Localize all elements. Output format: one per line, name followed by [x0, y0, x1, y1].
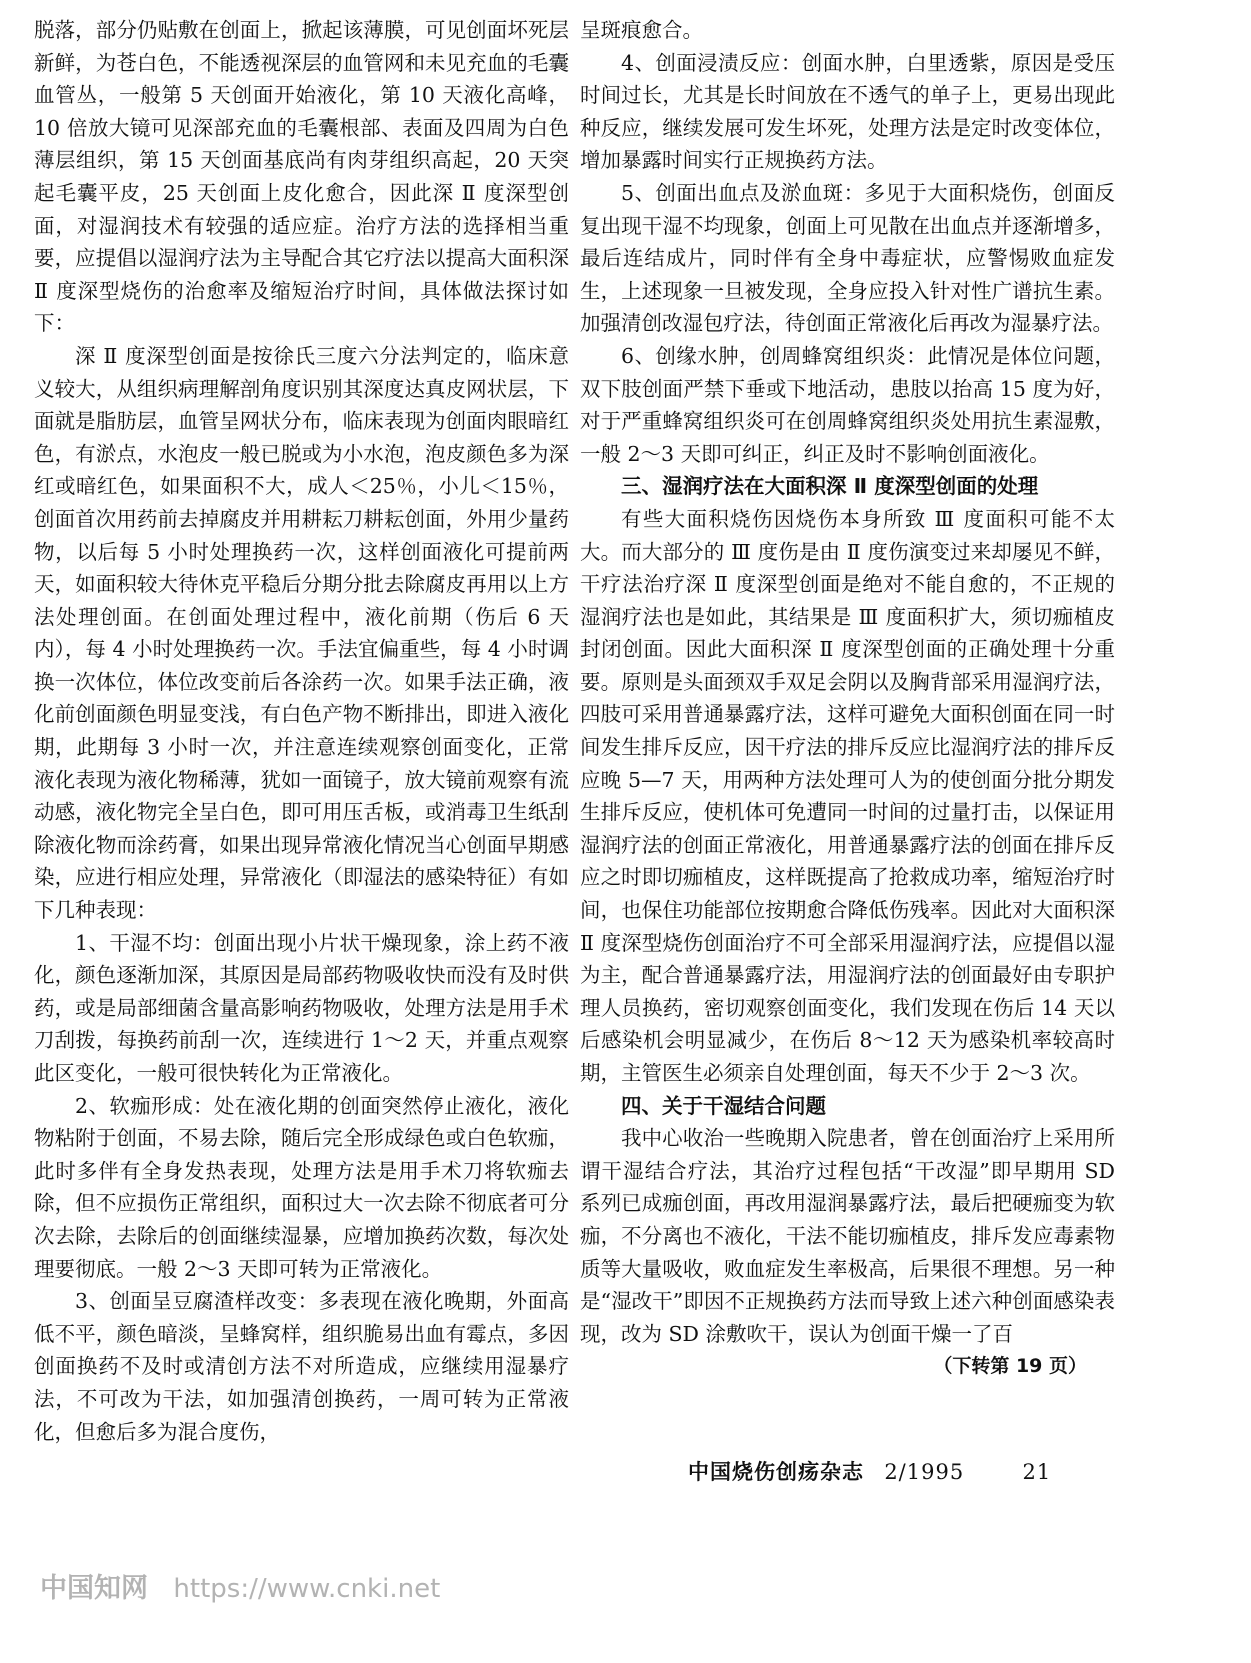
journal-name: 中国烧伤创疡杂志 — [688, 1459, 864, 1484]
paragraph: 5、创面出血点及淤血斑：多见于大面积烧伤，创面反复出现干湿不均现象，创面上可见散在出血点并逐渐增多，最后连结成片，同时伴有全身中毒症状，应警惕败血症发生，上述现象一旦被发现，全身应投入针对性广谱抗生素。加强清创改湿包疗法，待创面正常液化后再改为湿暴疗法。 — [580, 180, 1115, 336]
right-column — [580, 14, 1115, 1383]
paragraph: 有些大面积烧伤因烧伤本身所致 Ⅲ 度面积可能不太大。而大部分的 Ⅲ 度伤是由 Ⅱ 度伤演变过来却屡见不鲜，干疗法治疗深 Ⅱ 度深型创面是绝对不能自愈的，不正规的湿润疗法也是如此，其结果是 Ⅲ 度面积扩大，须切痂植皮封闭创面。因此大面积深 Ⅱ 度深型创面的正确处理十分重要。原则是头面颈双手双足会阴以及胸背部采用湿润疗法，四肢可采用普通暴露疗法，这样可避免大面积创面在同一时间发生排斥反应，因干疗法的排斥反应比湿润疗法的排斥反应晚 5—7 天，用两种方法处理可人为的使创面分批分期发生排斥反应，使机体可免遭同一时间的过量打击，以保证用湿润疗法的创面正常液化，用普通暴露疗法的创面在排斥反应之时即切痂植皮，这样既提高了抢救成功率，缩短治疗时间，也保住功能部位按期愈合降低伤残率。因此对大面积深 Ⅱ 度深型烧伤创面治疗不可全部采用湿润疗法，应提倡以湿为主，配合普通暴露疗法，用湿润疗法的创面最好由专职护理人员换药，密切观察创面变化，我们发现在伤后 14 天以后感染机会明显减少，在伤后 8～12 天为感染机率较高时期，主管医生必须亲自处理创面，每天不少于 2～3 次。 — [580, 506, 1115, 1085]
issue-number: 2/1995 — [884, 1460, 965, 1484]
paragraph: 深 Ⅱ 度深型创面是按徐氏三度六分法判定的，临床意义较大，从组织病理解剖角度识别其深度达真皮网状层，下面就是脂肪层，血管呈网状分布，临床表现为创面肉眼暗红色，有淤点，水泡皮一般已脱或为小水泡，泡皮颜色多为深红或暗红色，如果面积不大，成人＜25％，小儿＜15％，创面首次用药前去掉腐皮并用耕耘刀耕耘创面，外用少量药物，以后每 5 小时处理换药一次，这样创面液化可提前两天，如面积较大待休克平稳后分期分批去除腐皮再用以上方法处理创面。在创面处理过程中，液化前期（伤后 6 天内），每 4 小时处理换药一次。手法宜偏重些，每 4 小时调换一次体位，体位改变前后各涂药一次。如果手法正确，液化前创面颜色明显变浅，有白色产物不断排出，即进入液化期，此期每 3 小时一次，并注意连续观察创面变化，正常液化表现为液化物稀薄，犹如一面镜子，放大镜前观察有流动感，液化物完全呈白色，即可用压舌板，或消毒卫生纸刮除液化物而涂药膏，如果出现异常液化情况当心创面早期感染，应进行相应处理，异常液化（即湿法的感染特征）有如下几种表现： — [34, 343, 569, 923]
paragraph: 呈斑痕愈合。 — [580, 18, 703, 42]
page-number: 21 — [1022, 1460, 1052, 1484]
left-column — [34, 14, 569, 1448]
paragraph: 2、软痂形成：处在液化期的创面突然停止液化，液化物粘附于创面，不易去除，随后完全形成绿色或白色软痂，此时多伴有全身发热表现，处理方法是用手术刀将软痂去除，但不应损伤正常组织，面积过大一次去除不彻底者可分次去除，去除后的创面继续湿暴，应增加换药次数，每次处理要彻底。一般 2～3 天即可转为正常液化。 — [34, 1093, 569, 1281]
paragraph: 6、创缘水肿，创周蜂窝组织炎：此情况是体位问题，双下肢创面严禁下垂或下地活动，患肢以抬高 15 度为好，对于严重蜂窝组织炎可在创周蜂窝组织炎处用抗生素湿敷，一般 2～3 天即可纠正，纠正及时不影响创面液化。 — [580, 343, 1115, 466]
continued-note: （下转第 19 页） — [933, 1355, 1087, 1378]
page-footer — [688, 1456, 1051, 1486]
paragraph: 1、干湿不均：创面出现小片状干燥现象，涂上药不液化，颜色逐渐加深，其原因是局部药物吸收快而没有及时供药，或是局部细菌含量高影响药物吸收，处理方法是用手术刀刮拨，每换药前刮一次，连续进行 1～2 天，并重点观察此区变化，一般可很快转化为正常液化。 — [34, 930, 569, 1085]
paragraph: 4、创面浸渍反应：创面水肿，白里透紫，原因是受压时间过长，尤其是长时间放在不透气的单子上，更易出现此种反应，继续发展可发生坏死，处理方法是定时改变体位，增加暴露时间实行正规换药方法。 — [580, 50, 1115, 173]
paragraph: 我中心收治一些晚期入院患者，曾在创面治疗上采用所谓干湿结合疗法，其治疗过程包括“干改湿”即早期用 SD 系列已成痂创面，再改用湿润暴露疗法，最后把硬痂变为软痂，不分离也不液化，干法不能切痂植皮，排斥发应毒素物质等大量吸收，败血症发生率极高，后果很不理想。另一种是“湿改干”即因不正规换药方法而导致上述六种创面感染表现，改为 SD 涂敷吹干，误认为创面干燥一了百 — [580, 1126, 1115, 1346]
watermark-name: 中国知网 — [40, 1573, 148, 1604]
cnki-watermark — [40, 1566, 440, 1605]
paragraph: 脱落，部分仍贴敷在创面上，掀起该薄膜，可见创面坏死层新鲜，为苍白色，不能透视深层的血管网和未见充血的毛囊血管丛，一般第 5 天创面开始液化，第 10 天液化高峰，10 倍放大镜可见深部充血的毛囊根部、表面及四周为白色薄层组织，第 15 天创面基底尚有肉芽组织高起，20 天突起毛囊平皮，25 天创面上皮化愈合，因此深 Ⅱ 度深型创面，对湿润技术有较强的适应症。治疗方法的选择相当重要，应提倡以湿润疗法为主导配合其它疗法以提高大面积深 Ⅱ 度深型烧伤的治愈率及缩短治疗时间，具体做法探讨如下： — [34, 18, 569, 336]
watermark-url: https://www.cnki.net — [173, 1574, 441, 1604]
paragraph: 3、创面呈豆腐渣样改变：多表现在液化晚期，外面高低不平，颜色暗淡，呈蜂窝样，组织脆易出血有霉点，多因创面换药不及时或清创方法不对所造成，应继续用湿暴疗法，不可改为干法，如加强清创换药，一周可转为正常液化，但愈后多为混合度伤， — [34, 1289, 569, 1444]
section-heading: 四、关于干湿结合问题 — [621, 1093, 826, 1118]
section-heading: 三、湿润疗法在大面积深 Ⅱ 度深型创面的处理 — [621, 474, 1039, 499]
